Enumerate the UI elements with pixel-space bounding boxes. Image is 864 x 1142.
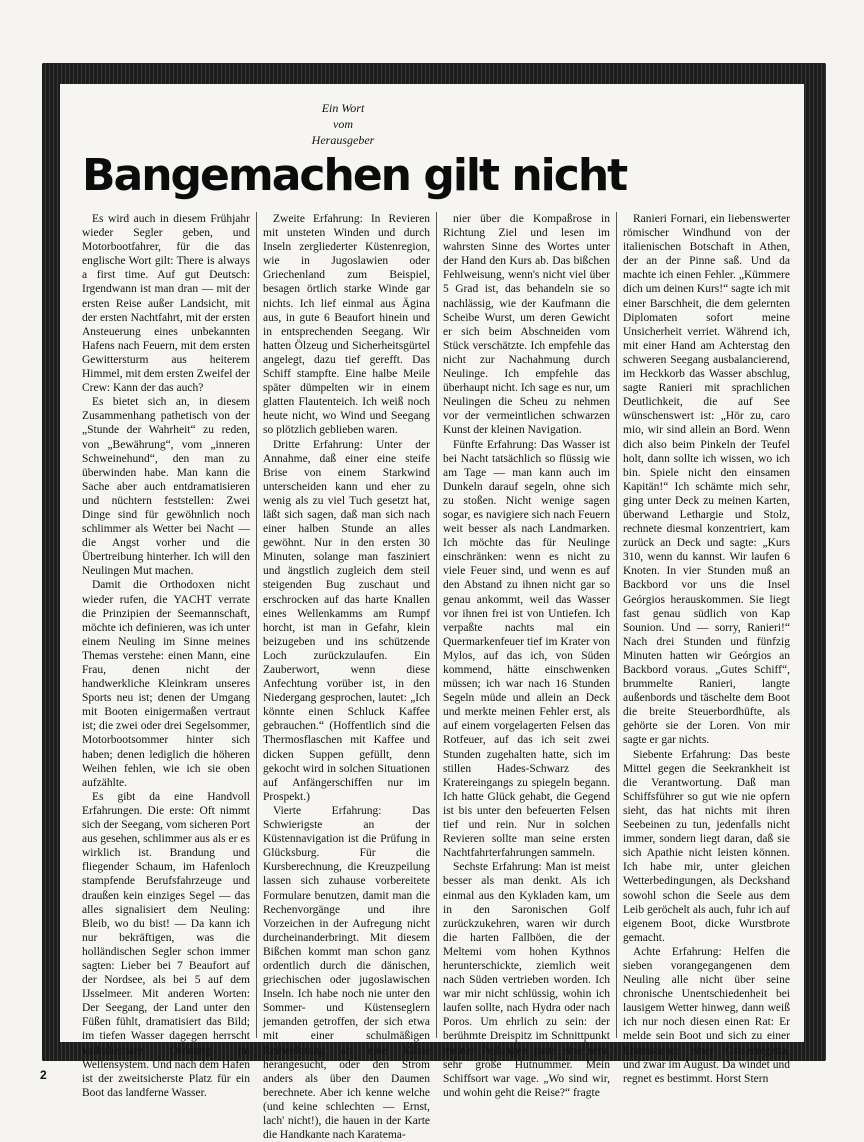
kicker (278, 100, 408, 148)
paragraph: Zweite Erfahrung: In Revieren mit unsteten Winden und durch Inseln zergliederter Küstenregion, wie in Jugoslawien oder Griechenland zum Beispiel, besagen örtlich starke Winde gar nichts. Ich lief einmal aus Ägina aus, in gute 6 Beaufort hinein und in entsprechenden Seegang. Wir hatten Ölzeug und Sicherheitsgürtel angelegt, dazu tief gerefft. Das Schiff stampfte. Eine halbe Meile später dümpelten wir in einem glatten Flautenteich. Ich weiß noch heute nicht, wo Wind und Seegang so plötzlich geblieben waren. (263, 213, 430, 437)
headline: Bangemachen gilt nicht (82, 150, 627, 201)
paragraph: Damit die Orthodoxen nicht wieder rufen, die YACHT verrate die Prinzipien der Seemannschaft, möchte ich definieren, was ich unter einem Neuling im Sinne meines Themas verstehe: einen Mann, eine Frau, denen nicht der handwerkliche Kleinkram unseres Sports neu ist; denen der Umgang mit Booten einigermaßen vertraut ist; die zwei oder drei Segelsommer, Motorbootsommer hinter sich haben; denen lediglich die höheren Weihen fehlen, wie ich sie oben aufzählte. (82, 579, 250, 789)
kicker-line: Ein Wort (321, 101, 365, 115)
paragraph: Dritte Erfahrung: Unter der Annahme, daß einer eine steife Brise von einem Starkwind unterscheiden kann und eher zu wenig als zu viel Tuch gesetzt hat, läßt sich sagen, daß man sich nach einer halben Stunde an alles gewöhnt. Nur in den ersten 30 Minuten, solange man fasziniert und ängstlich zugleich dem steil steigenden Bug zuschaut und erschrocken auf das harte Knallen eines Wellenkamms am Rumpf horcht, ist man in Gefahr, klein beizugeben und ins schützende Loch zurückzulaufen. Ein Zauberwort, wenn diese Anfechtung vorüber ist, in den Niedergang gesprochen, lautet: „Ich könnte einen Schluck Kaffee gebrauchen.“ (Hoffentlich sind die Thermosflaschen mit Kaffee und dicken Suppen gefüllt, denn gekocht wird in solchen Situationen auf Anfängerschiffen nur im Prospekt.) (263, 438, 430, 803)
article-columns (76, 212, 796, 1142)
paragraph: Es wird auch in diesem Frühjahr wieder Segler geben, und Motorbootfahrer, für die das englische Wort gilt: There is always a first time. Auf gut Deutsch: Irgendwann ist man dran — mit der ersten Reise außer Landsicht, mit der ersten Nachtfahrt, mit der ersten Ansteuerung eines unbekannten Hafens nach Feuern, mit dem ersten Gewittersturm aus heiterem Himmel, mit dem ersten Zweifel der Crew: Kann der das auch? (82, 213, 250, 395)
article (60, 84, 804, 1142)
paragraph: Vierte Erfahrung: Das Schwierigste an der Küstennavigation ist die Prüfung in Glücksburg. Für die Kursberechnung, die Kreuzpeilung lassen sich zuhause vorbereitete Formulare benutzen, damit man die Rechenvorgänge und ihre Vorzeichen in der Aufregung nicht durcheinanderbringt. Mit diesem Bißchen kommt man schon ganz ordentlich durch die dänischen, griechischen oder jugoslawischen Inseln. Ich habe noch nie unter den Sommer- und Küstenseglern jemanden getroffen, der sich etwa mit einer schulmäßigen Reihenlotung an eine Küste herangesucht, oder den Strom anders als über den Daumen berechnete. Aber ich kenne welche (und keine schlechten — Ernst, lach' nicht!), die hauen in der Karte die Handkante nach Karatema- (263, 804, 430, 1142)
paragraph: Fünfte Erfahrung: Das Wasser ist bei Nacht tatsächlich so flüssig wie am Tage — man kann auch im Dunkeln darauf segeln, ohne sich zu stoßen. Nicht wenige sagen sogar, es navigiere sich nach Feuern weit besser als nach Landmarken. Ich möchte das für Neulinge einschränken: wenn es nicht zu viele Feuer sind, und wenn es auf den Abstand zu ihnen nicht gar so genau ankommt, weil das Wasser vor ihnen frei ist von Untiefen. Ich verpaßte nachts mal ein Quermarkenfeuer tief im Krater von Mylos, auf das ich, von Süden kommend, hätte einschwenken müssen; ich war nach 16 Stunden Segeln müde und allein an Deck und merkte meinen Fehler erst, als auf einem vorgelagerten Felsen das Rotfeuer, auf das ich seit zwei Stunden zugehalten hatte, sich im stillen Hades-Schwarz des Kratereingangs zu spiegeln begann. Ich hatte Glück gehabt, die Gegend ist bis unter den befeuerten Felsen tief und rein. Nur in solchen Revieren sollte man seine ersten Nachtfahrterfahrungen sammeln. (443, 438, 610, 860)
page-number: 2 (40, 1068, 47, 1082)
paragraph: Sechste Erfahrung: Man ist meist besser als man denkt. Als ich einmal aus den Kykladen kam, um in den Saronischen Golf zurückzukehren, waren wir durch die harten Fallböen, die der Meltemi vom hohen Kythnos herunterschickte, ziemlich weit nach Süden vertrieben worden. Ich war mir nicht schlüssig, wohin ich laufen sollte, nach Hydra oder nach Poros. Um ehrlich zu sein: der berühmte Dreispitz im Schnittpunkt meiner Peilungen hatte eine sehr, sehr große Hutnummer. Mein Schiffsort war vage. „Wo sind wir, und wohin geht die Reise?“ fragte (443, 861, 610, 1099)
column-2 (256, 212, 436, 1142)
paragraph: Siebente Erfahrung: Das beste Mittel gegen die Seekrankheit ist die Verantwortung. Daß man Schiffsführer so gut wie nie opfern sieht, das hat nichts mit ihren Seebeinen zu tun, jedenfalls nicht immer, sondern liegt daran, daß sie sich Apathie nicht leisten können. Ich habe mir, unter gleichen Wetterbedingungen, als Deckshand sowohl schon die Seele aus dem Leib geröchelt als auch, fuhr ich auf eigenem Boot, dicke Wurstbrote gemacht. (623, 748, 790, 944)
kicker-line: vom (333, 117, 353, 131)
paragraph: nier über die Kompaßrose in Richtung Ziel und lesen im wahrsten Sinne des Wortes unter der Hand den Kurs ab. Das bißchen Fehlweisung, wenn's nicht viel über 5 Grad ist, das behandeln sie so nachlässig, wie der Kaufmann die Scheibe Wurst, um deren Gewicht er sich beim Abschneiden vom Stück verschätzte. Ich empfehle das nicht zur Nachahmung durch Neulinge. Ich empfehle das überhaupt nicht. Ich sage es nur, um Neulingen die Scheu zu nehmen vor der vermeintlichen schwarzen Kunst der kleinen Navigation. (443, 213, 610, 437)
paragraph: Es gibt da eine Handvoll Erfahrungen. Die erste: Oft nimmt sich der Seegang, vom sicheren Port aus gesehen, schlimmer aus als er es wirklich ist. Brandung und fliegender Schaum, im Hafenloch stampfende Berufsfahrzeuge und draußen kein einziges Segel — das alles signalisiert dem Neuling: Bleib, wo du bist! — Da kann ich nur bekräftigen, was die holländischen Segler schon immer sagten: Lieber bei 7 Beaufort auf der Nordsee, als bei 5 auf dem IJsselmeer. Mit anderen Worten: Der Seegang, der Land unter den Füßen fühlt, dramatisiert das Bild; im tiefen Wasser dagegen herrscht kalkulierbare Ordnung im Wellensystem. Und nach dem Hafen ist der zweitsicherste Platz für ein Boot das landferne Wasser. (82, 790, 251, 1099)
column-4 (616, 212, 796, 1085)
kicker-line: Herausgeber (311, 133, 375, 147)
column-3 (436, 212, 616, 1099)
column-1 (76, 212, 256, 1099)
paragraph: Ranieri Fornari, ein liebenswerter römischer Windhund von der italienischen Botschaft in Athen, der an der Pinne saß. Und da machte ich einen Fehler. „Kümmere dich um deinen Kurs!“ sagte ich mit einer Barschheit, die dem gelernten Diplomaten sofort meine Unsicherheit verriet. Während ich, mit einer Hand am Achterstag den schweren Seegang ausbalancierend, im Heckkorb das Wasser abschlug, sagte Ranieri mit sprachlichen Deutlichkeit, die auf See wünschenswert ist: „Hör zu, caro mio, wir sind allein an Bord. Wenn dich also beim Pinkeln der Teufel holt, dann sollte ich wissen, wo ich bin. Spiele nicht den einsamen Kapitän!“ Ich schämte mich sehr, ging unter Deck zu meinen Karten, überwand Lethargie und Stolz, rechnete diesmal konzentriert, kam zurück an Deck und sagte: „Kurs 310, wenn du kannst. Wir laufen 6 Knoten. In vier Stunden muß an Backbord vor uns die Insel Geórgios herauskommen. Sie liegt fast genau südlich von Kap Sounion. Und — sorry, Ranieri!“ Nach drei Stunden und fünfzig Minuten hatten wir Geórgios an Backbord voraus. „Gutes Schiff“, brummelte Ranieri, langte außenbords und täschelte dem Boot die breite Steuerbordhüfte, als gehörte sie der Loren. Von mir sagte er gar nichts. (623, 213, 790, 747)
paragraph: Achte Erfahrung: Helfen die sieben vorangegangenen dem Neuling alle nicht über seine chronische Unentschiedenheit bei lausigem Wetter hinweg, dann weiß ich nur noch diesen einen Rat: Er melde sein Boot und sich zu einer Ehrensache: einer Ostseeregatta, und zwar im August. Da windet und regnet es bestimmt. Horst Stern (623, 945, 790, 1085)
paragraph: Es bietet sich an, in diesem Zusammenhang pathetisch von der „Stunde der Wahrheit“ zu reden, von „Bewährung“, vom „inneren Schweinehund“, den man zu überwinden habe. Man kann die Sache aber auch entdramatisieren und nüchtern feststellen: Zwei Dinge sind für gewöhnlich noch schlimmer als Wetter bei Nacht — die Angst vorher und die Übertreibung hinterher. Ich will den Neulingen Mut machen. (82, 396, 250, 578)
